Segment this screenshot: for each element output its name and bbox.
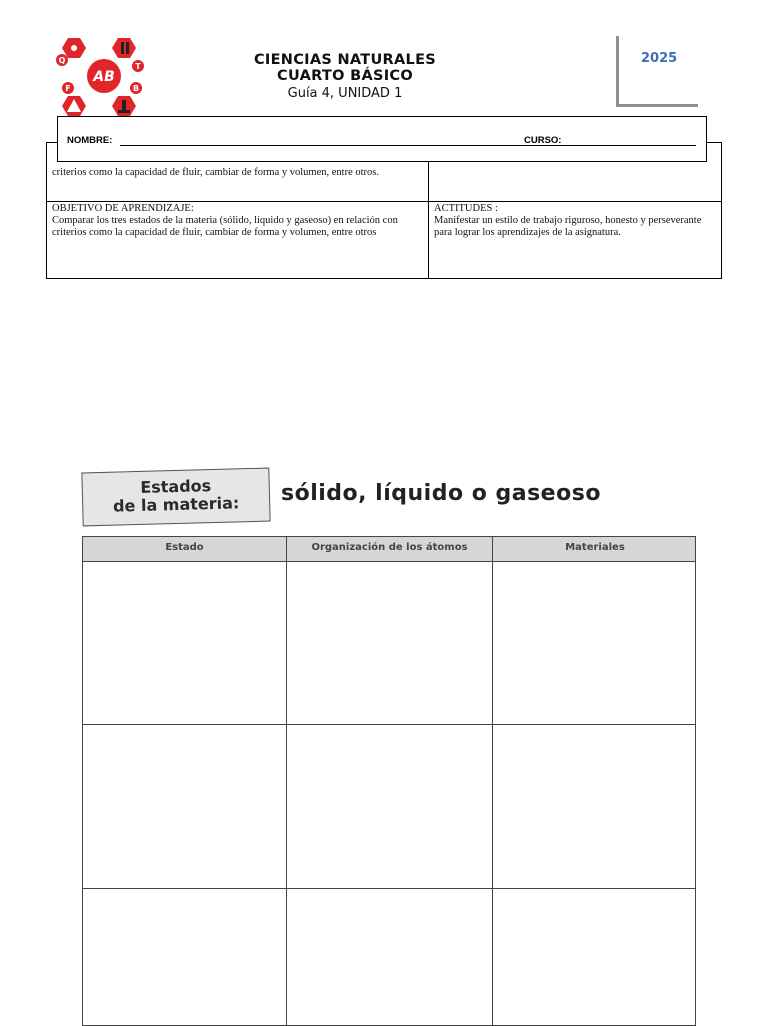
guide-subtitle: Guía 4, UNIDAD 1 [287, 86, 403, 101]
objective-text-partial: criterios como la capacidad de fluir, cambiar de forma y volumen, entre otros. [52, 167, 379, 178]
learning-objective-text: Comparar los tres estados de la materia (sólido, líquido y gaseoso) en relación con criterios como la capacidad de fluir, cambiar de forma y volumen, entre otros [52, 215, 398, 238]
states-table [82, 536, 696, 1026]
section-title: sólido, líquido o gaseoso [281, 481, 601, 506]
organization-cell-2[interactable] [287, 725, 492, 888]
header-divider-vertical [616, 36, 619, 106]
student-info-box [57, 116, 707, 162]
column-header-state: Estado [165, 542, 204, 553]
course-label: CURSO: [524, 135, 562, 146]
objectives-table [46, 142, 722, 279]
section-tag-line1: Estados [140, 476, 212, 497]
attitudes-title: ACTITUDES : [434, 203, 498, 214]
svg-text:F: F [65, 84, 71, 93]
subject-title: CIENCIAS NATURALES [253, 52, 437, 68]
column-header-materials: Materiales [565, 542, 625, 553]
state-cell-1[interactable] [83, 562, 286, 724]
section-tag [81, 468, 270, 527]
column-header-organization: Organización de los átomos [311, 542, 468, 553]
materials-cell-1[interactable] [493, 562, 697, 724]
svg-text:T: T [135, 62, 141, 71]
course-field[interactable] [570, 145, 696, 146]
organization-cell-3[interactable] [287, 889, 492, 1025]
level-title: CUARTO BÁSICO [277, 68, 413, 84]
name-field[interactable] [120, 145, 580, 146]
state-cell-3[interactable] [83, 889, 286, 1025]
state-cell-2[interactable] [83, 725, 286, 888]
learning-objective-cell [52, 203, 422, 277]
attitudes-cell [434, 203, 716, 277]
school-logo [56, 36, 156, 116]
section-tag-line2: de la materia: [112, 493, 240, 516]
svg-text:B: B [132, 84, 140, 93]
svg-text:AB: AB [93, 69, 115, 85]
header-divider-horizontal [616, 104, 698, 107]
year-label: 2025 [641, 51, 678, 66]
organization-cell-1[interactable] [287, 562, 492, 724]
learning-objective-title: OBJETIVO DE APRENDIZAJE: [52, 203, 194, 214]
name-label: NOMBRE: [67, 135, 113, 146]
attitudes-text: Manifestar un estilo de trabajo riguroso, honesto y perseverante para lograr los aprendizajes de la asignatura. [434, 215, 702, 238]
svg-text:Q: Q [58, 56, 66, 65]
materials-cell-3[interactable] [493, 889, 697, 1025]
materials-cell-2[interactable] [493, 725, 697, 888]
